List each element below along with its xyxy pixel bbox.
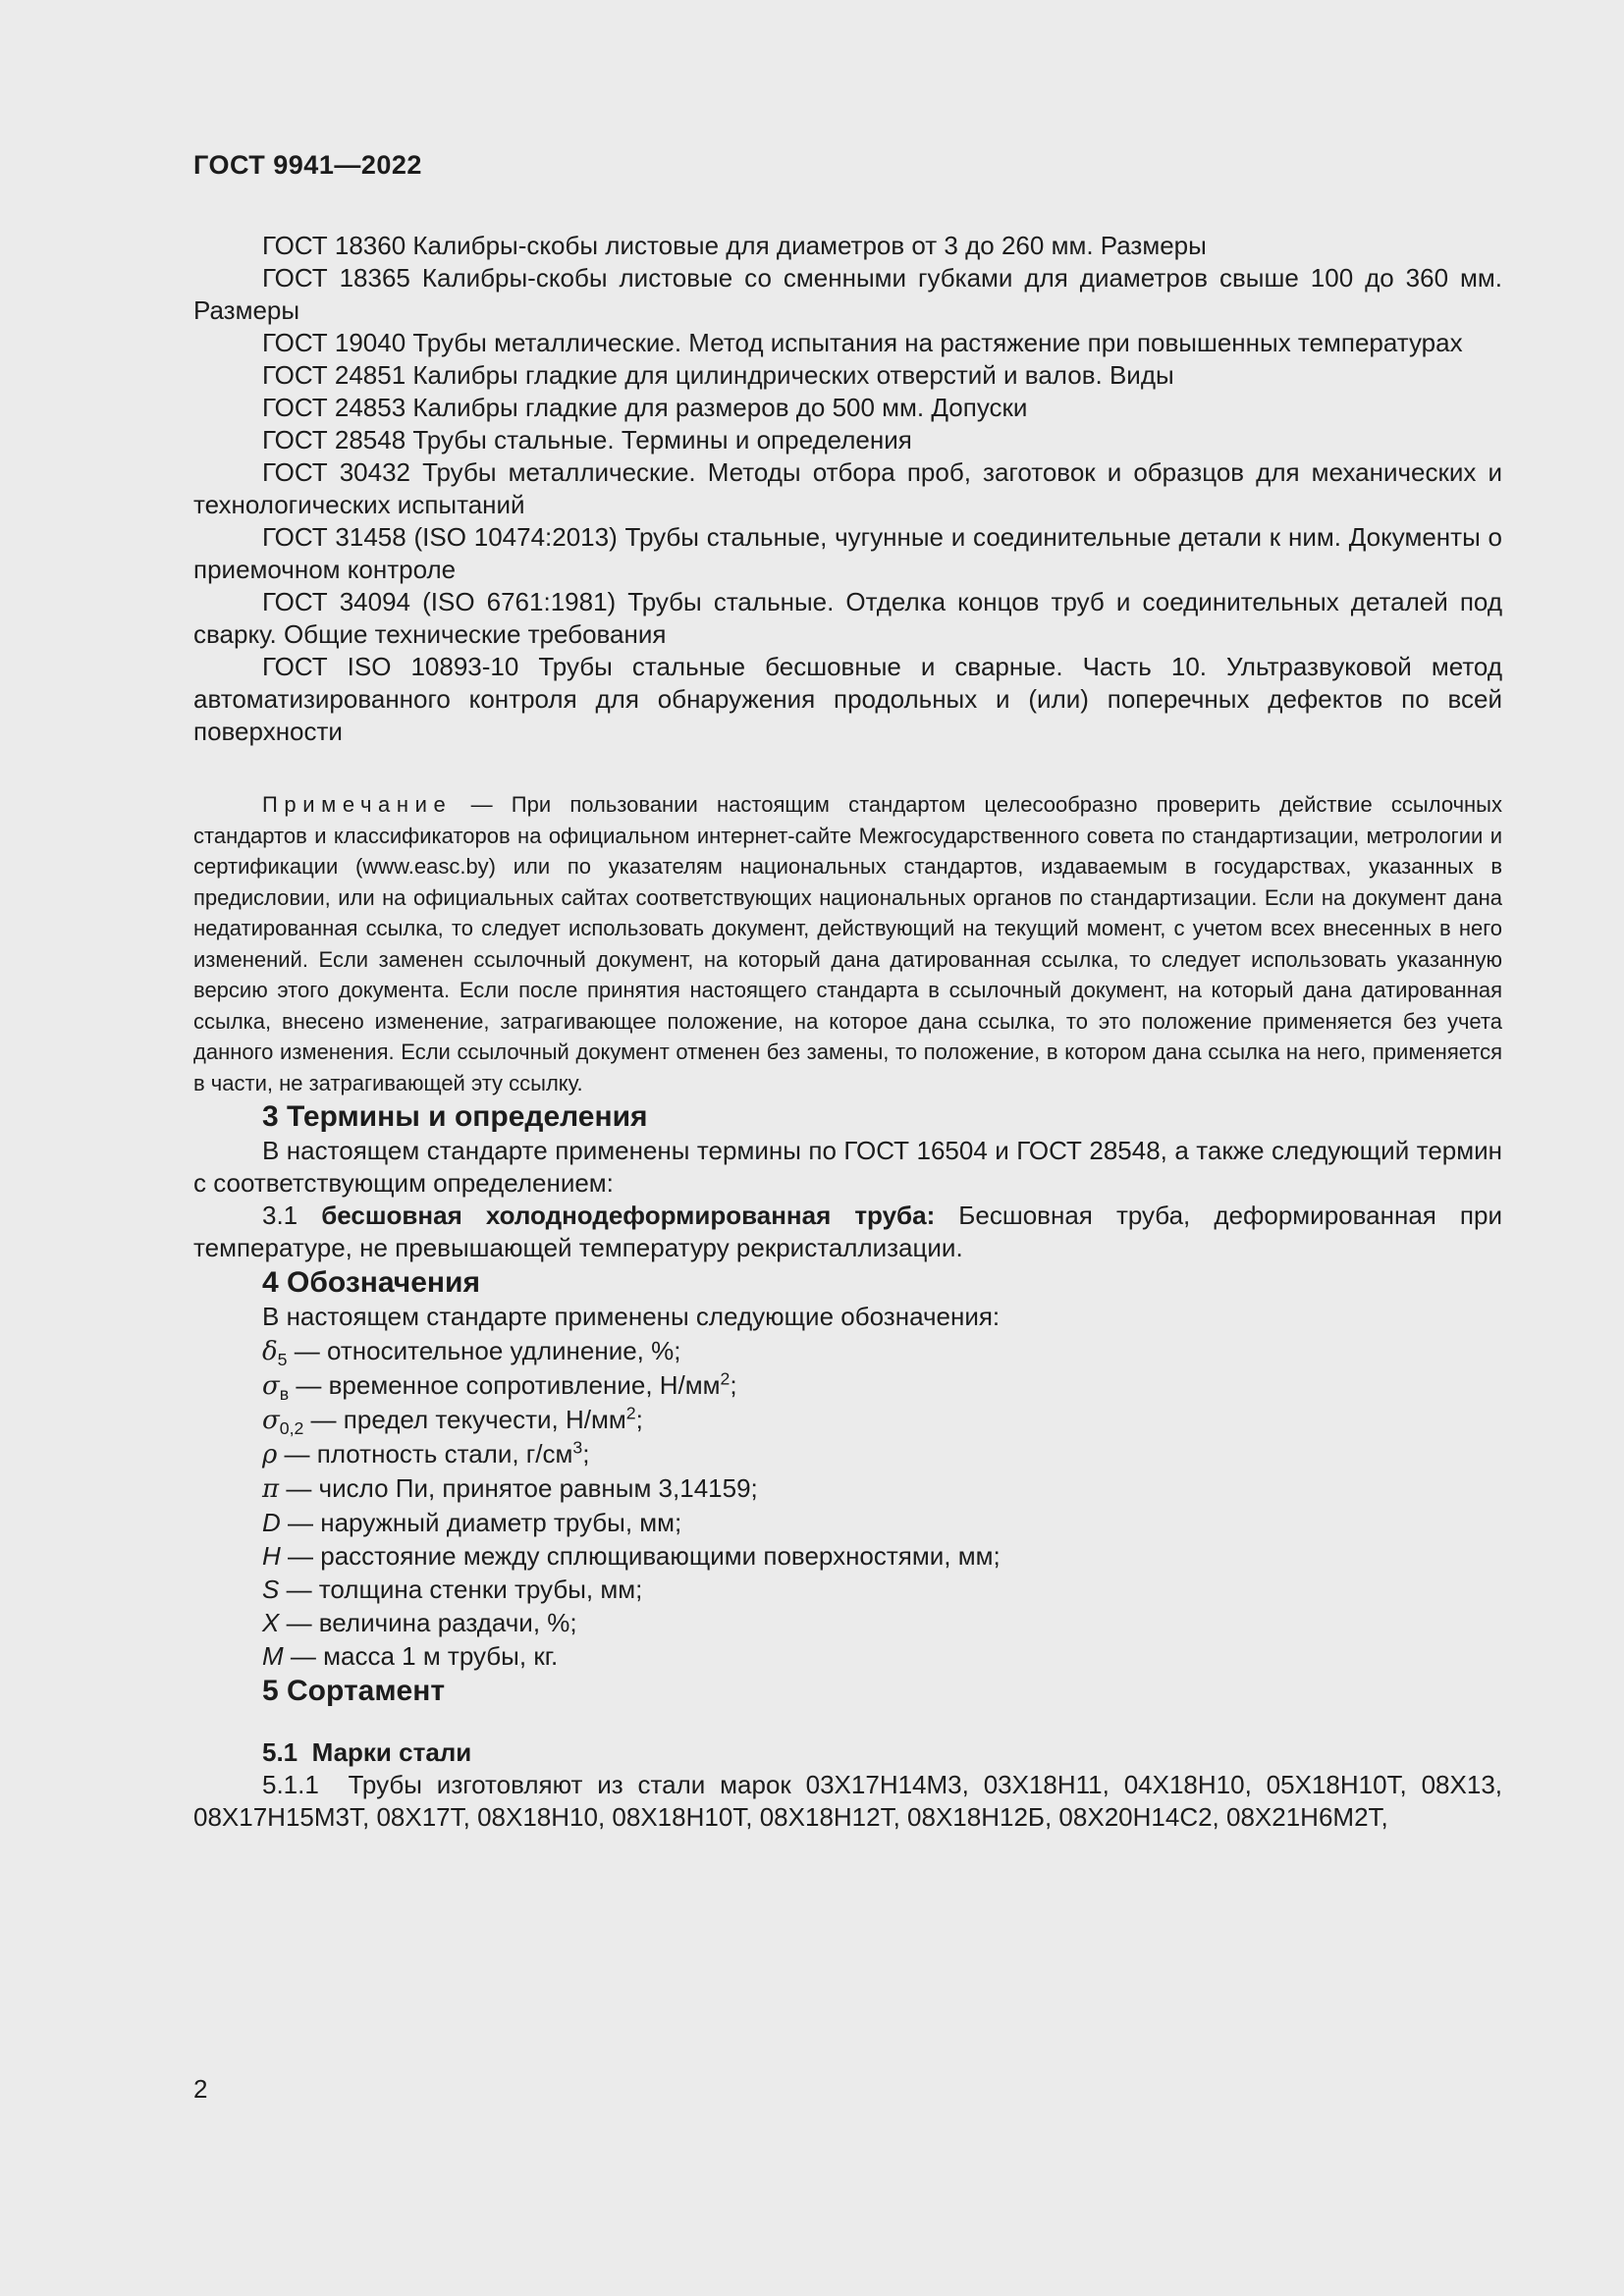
term-definition-text: Бесшовная труба, деформированная при температуре, не превышающей температуру рекристаллизации. <box>193 1201 1502 1262</box>
symbol-letter: δ <box>262 1337 278 1366</box>
symbol-line <box>193 1471 1502 1506</box>
note-text: — При пользовании настоящим стандартом целесообразно проверить действие ссылочных стандартов и классификаторов на официальном интернет-сайте Межгосударственного совета по стандартизации, метрологии и сертификации (www.easc.by) или по указателям национальных стандартов, издаваемым в государствах, указанных в предисловии, или на официальных сайтах соответствующих национальных органов по стандартизации. Если на документ дана недатированная ссылка, то следует использовать документ, действующий на текущий момент, с учетом всех внесенных в него изменений. Если заменен ссылочный документ, на который дана датированная ссылка, то следует использовать указанную версию этого документа. Если после принятия настоящего стандарта в ссылочный документ, на который дана датированная ссылка, внесено изменение, затрагивающее положение, на которое дана ссылка, то это положение применяется без учета данного изменения. Если ссылочный документ отменен без замены, то положение, в котором дана ссылка на него, применяется в части, не затрагивающей эту ссылку. <box>193 792 1502 1095</box>
section-3-intro: В настоящем стандарте применены термины по ГОСТ 16504 и ГОСТ 28548, а также следующий термин с соответствующим определением: <box>193 1136 1502 1198</box>
section-4-heading: 4 Обозначения <box>262 1266 480 1299</box>
reference-item: ГОСТ 24853 Калибры гладкие для размеров до 500 мм. Допуски <box>262 393 1028 422</box>
symbol-line <box>193 1639 1502 1673</box>
paragraph-5-1-1: 5.1.1 Трубы изготовляют из стали марок 03Х17Н14М3, 03Х18Н11, 04Х18Н10, 05Х18Н10Т, 08Х13, 08Х17Н15М3Т, 08Х17Т, 08Х18Н10, 08Х18Н10Т, 08Х18Н12Т, 08Х18Н12Б, 08Х20Н14С2, 08Х21Н6М2Т, <box>193 1770 1502 1832</box>
symbol-letter: π <box>262 1474 280 1504</box>
section-5-1-heading: 5.1 Марки стали <box>262 1737 472 1767</box>
term-definition <box>193 1200 1502 1264</box>
symbol-line <box>193 1573 1502 1606</box>
symbol-subscript: 5 <box>277 1350 288 1370</box>
section-5-heading: 5 Сортамент <box>262 1675 446 1707</box>
symbol-letter: ρ <box>262 1440 278 1469</box>
section-4-intro: В настоящем стандарте применены следующие обозначения: <box>262 1302 1001 1331</box>
references-list <box>193 230 1502 748</box>
symbol-description: — толщина стенки трубы, мм; <box>279 1575 643 1604</box>
doc-header-gost-number: ГОСТ 9941—2022 <box>193 150 422 180</box>
symbol-description: — относительное удлинение, %; <box>287 1336 681 1365</box>
symbol-description: — расстояние между сплющивающими поверхностями, мм; <box>280 1541 1001 1571</box>
symbol-line <box>193 1506 1502 1539</box>
symbol-tail: ; <box>582 1439 590 1468</box>
symbols-list <box>193 1334 1502 1673</box>
symbol-letter: H <box>262 1541 281 1571</box>
symbol-letter: S <box>262 1575 280 1604</box>
symbol-description: — наружный диаметр трубы, мм; <box>280 1508 682 1537</box>
symbol-superscript: 3 <box>572 1437 583 1458</box>
reference-item: ГОСТ 31458 (ISO 10474:2013) Трубы стальные, чугунные и соединительные детали к ним. Документы о приемочном контроле <box>193 522 1502 584</box>
symbol-superscript: 2 <box>720 1368 731 1389</box>
symbol-letter: X <box>262 1608 280 1637</box>
symbol-subscript: в <box>279 1384 290 1405</box>
symbol-line <box>193 1368 1502 1403</box>
term-name: бесшовная холоднодеформированная труба: <box>321 1201 936 1230</box>
symbol-line <box>193 1437 1502 1471</box>
reference-item: ГОСТ 18365 Калибры-скобы листовые со сменными губками для диаметров свыше 100 до 360 мм. Размеры <box>193 263 1502 325</box>
reference-item: ГОСТ 19040 Трубы металлические. Метод испытания на растяжение при повышенных температурах <box>262 328 1463 357</box>
symbol-superscript: 2 <box>625 1403 636 1423</box>
symbol-description: — масса 1 м трубы, кг. <box>283 1641 559 1671</box>
reference-item: ГОСТ 18360 Калибры-скобы листовые для диаметров от 3 до 260 мм. Размеры <box>262 231 1207 260</box>
section-3-heading: 3 Термины и определения <box>262 1100 648 1133</box>
reference-item: ГОСТ 28548 Трубы стальные. Термины и определения <box>262 425 912 454</box>
note-block <box>193 789 1502 1098</box>
symbol-description: — величина раздачи, %; <box>279 1608 577 1637</box>
reference-item: ГОСТ 30432 Трубы металлические. Методы отбора проб, заготовок и образцов для механических и технологических испытаний <box>193 457 1502 519</box>
symbol-letter: M <box>262 1641 284 1671</box>
symbol-line <box>193 1606 1502 1639</box>
symbol-letter: σ <box>262 1371 280 1401</box>
symbol-tail: ; <box>635 1405 643 1434</box>
page-number: 2 <box>193 2074 208 2104</box>
symbol-description: — предел текучести, Н/мм <box>303 1405 626 1434</box>
reference-item: ГОСТ ISO 10893-10 Трубы стальные бесшовные и сварные. Часть 10. Ультразвуковой метод автоматизированного контроля для обнаружения продольных и (или) поперечных дефектов по всей поверхности <box>193 652 1502 746</box>
symbol-description: — плотность стали, г/см <box>277 1439 573 1468</box>
symbol-description: — число Пи, принятое равным 3,14159; <box>279 1473 758 1503</box>
symbol-subscript: 0,2 <box>279 1418 304 1439</box>
symbol-line <box>193 1334 1502 1368</box>
symbol-letter: D <box>262 1508 281 1537</box>
reference-item: ГОСТ 24851 Калибры гладкие для цилиндрических отверстий и валов. Виды <box>262 360 1174 390</box>
reference-item: ГОСТ 34094 (ISO 6761:1981) Трубы стальные. Отделка концов труб и соединительных деталей под сварку. Общие технические требования <box>193 587 1502 649</box>
symbol-tail: ; <box>730 1370 737 1400</box>
term-number: 3.1 <box>262 1201 322 1230</box>
symbol-line <box>193 1403 1502 1437</box>
note-label: Примечание <box>262 792 453 817</box>
symbol-letter: σ <box>262 1406 280 1435</box>
symbol-description: — временное сопротивление, Н/мм <box>289 1370 721 1400</box>
symbol-line <box>193 1539 1502 1573</box>
